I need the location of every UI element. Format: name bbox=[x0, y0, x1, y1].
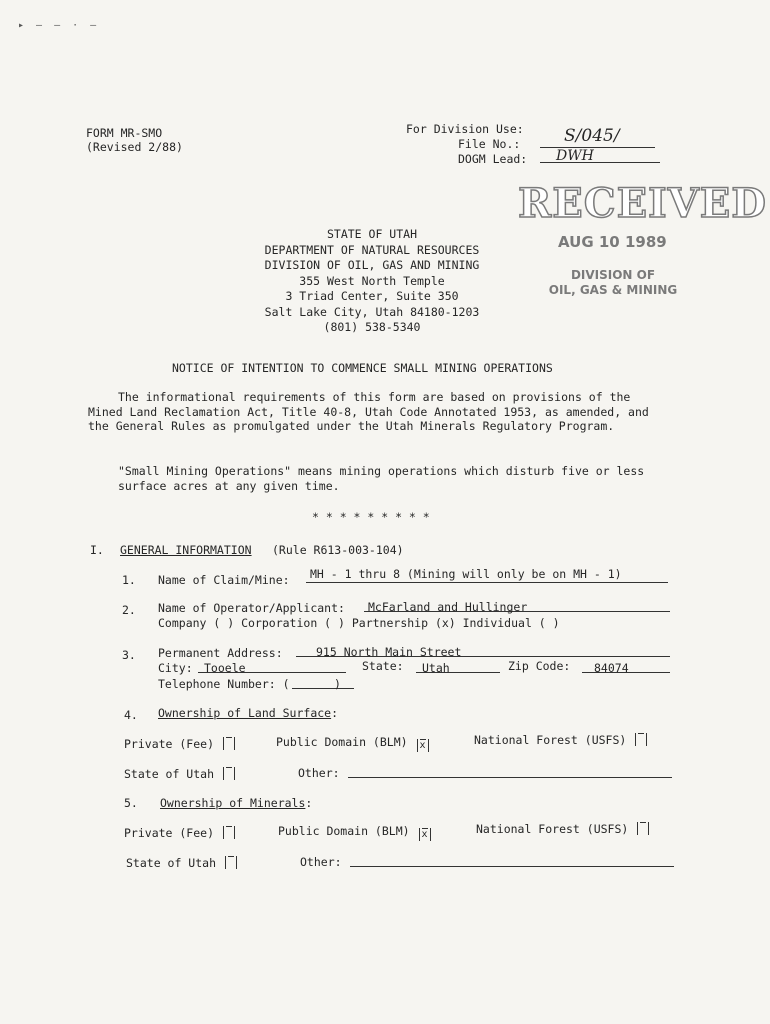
phone-close: ) bbox=[334, 677, 341, 691]
state-value: Utah bbox=[422, 661, 450, 675]
entity-type-options: Company ( ) Corporation ( ) Partnership (x) Individual ( ) bbox=[158, 616, 560, 630]
received-stamp bbox=[518, 180, 767, 300]
section-rule: (Rule R613-003-104) bbox=[272, 543, 404, 557]
city-label: City: bbox=[158, 661, 193, 675]
definition-paragraph: "Small Mining Operations" means mining operations which disturb five or less surface acres at any given time. bbox=[118, 464, 645, 493]
agency-line4: 355 West North Temple bbox=[299, 273, 445, 288]
item4-number: 4. bbox=[124, 708, 138, 722]
item5-title-colon: : bbox=[305, 796, 313, 810]
land-public-option bbox=[276, 735, 431, 752]
stamp-date: AUG 10 1989 bbox=[558, 233, 667, 251]
land-other-label: Other: bbox=[298, 766, 340, 780]
section-title: GENERAL INFORMATION bbox=[120, 543, 252, 557]
mineral-private-option bbox=[124, 826, 237, 840]
stamp-division-line1: DIVISION OF bbox=[570, 268, 656, 282]
item2-number: 2. bbox=[122, 603, 136, 617]
claim-mine-value: MH - 1 thru 8 (Mining will only be on MH - 1) bbox=[310, 567, 622, 581]
mineral-national-label: National Forest (USFS) bbox=[476, 822, 629, 836]
land-other-field[interactable] bbox=[348, 763, 672, 778]
land-state-option bbox=[124, 767, 237, 781]
agency-line7: (801) 538-5340 bbox=[323, 320, 421, 334]
operator-value: McFarland and Hullinger bbox=[368, 600, 528, 614]
agency-block bbox=[252, 227, 492, 336]
stamp-division bbox=[518, 268, 708, 298]
mineral-private-checkbox[interactable] bbox=[223, 826, 235, 839]
land-state-checkbox[interactable] bbox=[223, 767, 235, 780]
phone-label: Telephone Number: ( bbox=[158, 677, 290, 691]
item4-title bbox=[158, 706, 338, 720]
item4-title-colon: : bbox=[331, 706, 339, 720]
city-value: Tooele bbox=[204, 661, 246, 675]
land-private-label: Private (Fee) bbox=[124, 737, 215, 751]
zip-label: Zip Code: bbox=[508, 659, 571, 673]
mineral-public-option bbox=[278, 824, 433, 841]
mineral-other-field[interactable] bbox=[350, 852, 674, 867]
land-public-label: Public Domain (BLM) bbox=[276, 735, 408, 749]
division-use-label: For Division Use: bbox=[406, 122, 524, 136]
file-no-label: File No.: bbox=[458, 137, 521, 151]
section-numeral: I. bbox=[90, 543, 104, 557]
mineral-state-option bbox=[126, 856, 239, 870]
mineral-national-option bbox=[476, 822, 651, 836]
mineral-national-checkbox[interactable] bbox=[637, 822, 649, 835]
land-state-label: State of Utah bbox=[124, 767, 215, 781]
agency-line3: DIVISION OF OIL, GAS AND MINING bbox=[264, 258, 480, 272]
item5-number: 5. bbox=[124, 796, 138, 810]
land-private-option bbox=[124, 737, 237, 751]
zip-value: 84074 bbox=[594, 661, 629, 675]
land-private-checkbox[interactable] bbox=[223, 737, 235, 750]
notice-title: NOTICE OF INTENTION TO COMMENCE SMALL MINING OPERATIONS bbox=[172, 361, 553, 375]
stamp-division-line2: OIL, GAS & MINING bbox=[548, 283, 678, 297]
form-revised: (Revised 2/88) bbox=[86, 140, 183, 154]
land-national-label: National Forest (USFS) bbox=[474, 733, 627, 747]
file-no-value: S/045/ bbox=[564, 126, 620, 146]
scan-mark: ▸ ‒ ‒ · ‒ bbox=[18, 20, 100, 31]
mineral-public-label: Public Domain (BLM) bbox=[278, 824, 410, 838]
item2-label: Name of Operator/Applicant: bbox=[158, 601, 345, 615]
item5-title bbox=[160, 796, 312, 810]
intro-paragraph: The informational requirements of this form are based on provisions of the Mined Land Reclamation Act, Title 40-8, Utah Code Annotated 1953, as amended, and the General Rules as promulgated under the Utah Minerals Regulatory Program. bbox=[88, 390, 649, 433]
agency-line2: DEPARTMENT OF NATURAL RESOURCES bbox=[264, 242, 480, 257]
state-label: State: bbox=[362, 659, 404, 673]
stamp-received-text: RECEIVED bbox=[518, 180, 767, 227]
mineral-private-label: Private (Fee) bbox=[124, 826, 215, 840]
phone-field[interactable] bbox=[292, 674, 354, 689]
dogm-lead-label: DOGM Lead: bbox=[458, 152, 528, 166]
agency-line5: 3 Triad Center, Suite 350 bbox=[285, 289, 459, 303]
item1-number: 1. bbox=[122, 573, 136, 587]
mineral-public-checkbox[interactable]: x bbox=[419, 828, 431, 841]
mineral-state-checkbox[interactable] bbox=[225, 856, 237, 869]
item5-title-text: Ownership of Minerals bbox=[160, 796, 306, 810]
mineral-other-label: Other: bbox=[300, 855, 342, 869]
mineral-state-label: State of Utah bbox=[126, 856, 217, 870]
address-label: Permanent Address: bbox=[158, 646, 283, 660]
form-id: FORM MR-SMO bbox=[86, 126, 163, 140]
land-national-option bbox=[474, 733, 649, 747]
agency-line1: STATE OF UTAH bbox=[326, 227, 417, 241]
item1-label: Name of Claim/Mine: bbox=[158, 573, 290, 587]
address-value: 915 North Main Street bbox=[316, 645, 462, 659]
land-national-checkbox[interactable] bbox=[635, 733, 647, 746]
dogm-lead-value: DWH bbox=[556, 148, 594, 164]
land-public-checkbox[interactable]: x bbox=[417, 739, 429, 752]
agency-line6: Salt Lake City, Utah 84180-1203 bbox=[264, 304, 480, 319]
item3-number: 3. bbox=[122, 648, 136, 662]
item4-title-text: Ownership of Land Surface bbox=[158, 706, 332, 720]
separator: * * * * * * * * * bbox=[312, 510, 430, 524]
